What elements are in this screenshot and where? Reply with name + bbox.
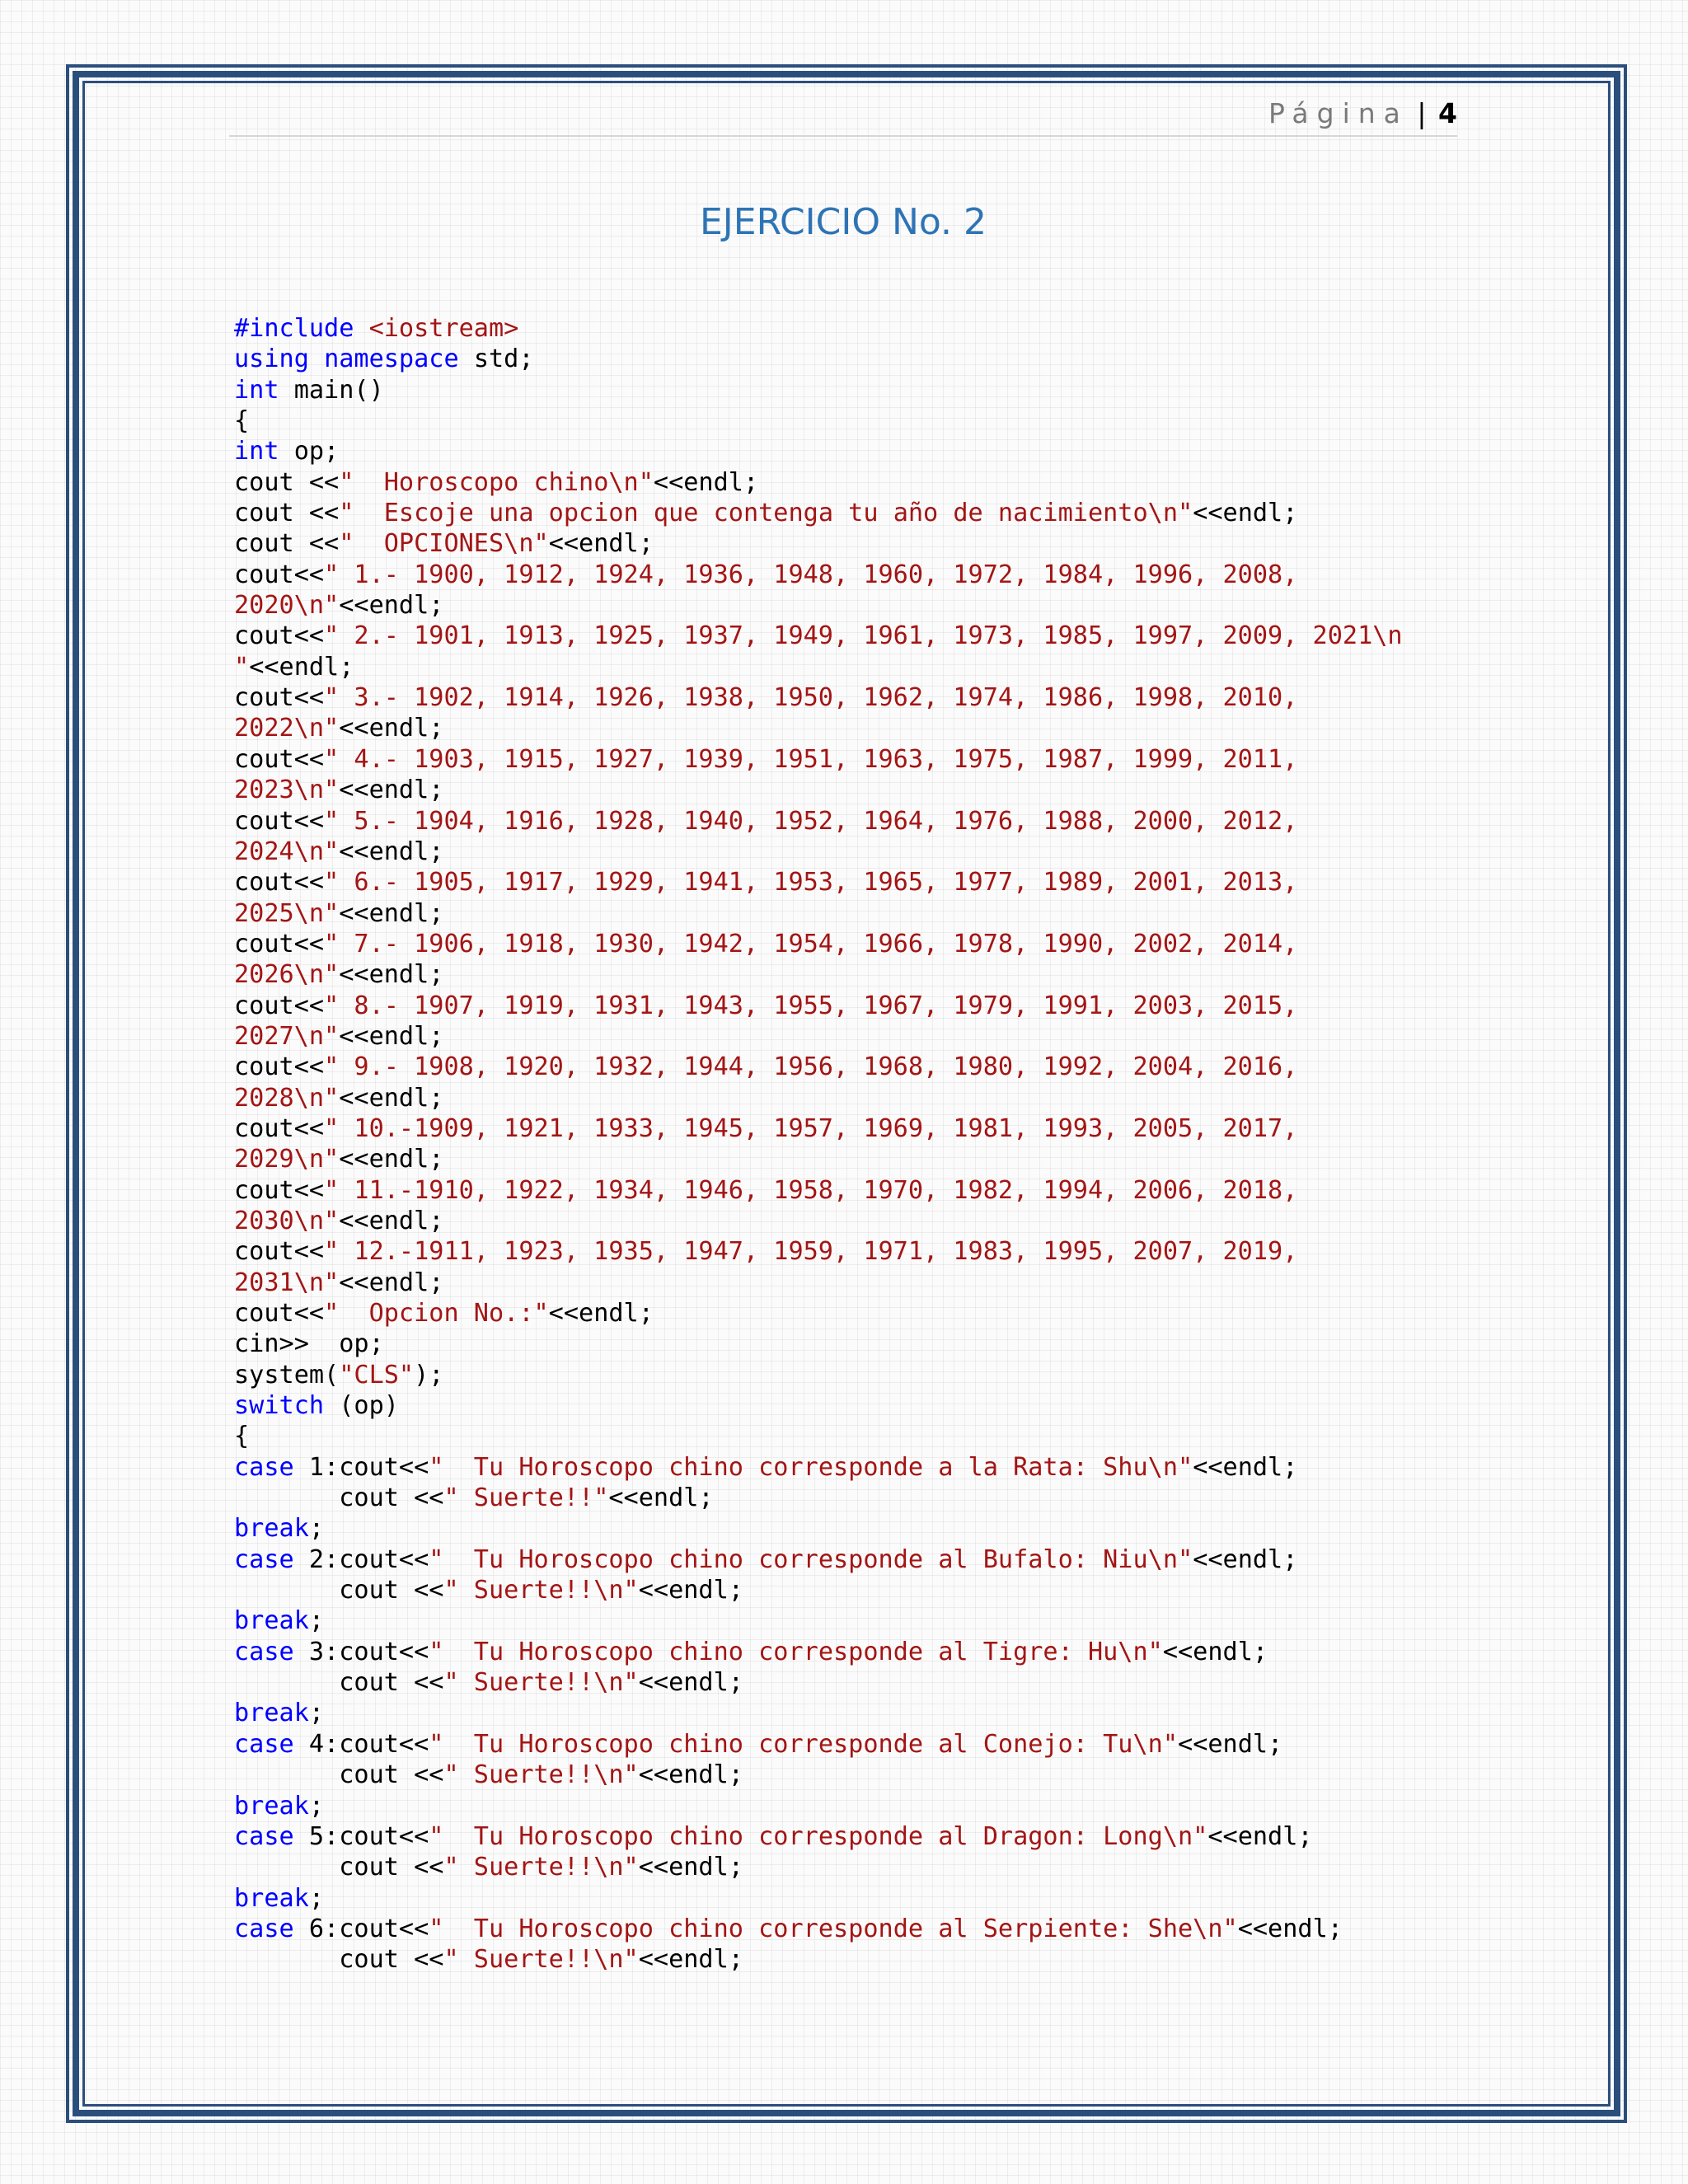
code-line [234, 1944, 1520, 1975]
code-text: <<endl; [1193, 1452, 1298, 1482]
code-string: 2026\n" [234, 960, 340, 990]
code-text: <<endl; [339, 1206, 444, 1235]
code-string: 2024\n" [234, 837, 340, 866]
code-keyword: int [234, 437, 279, 466]
code-text: <<endl; [638, 1760, 743, 1790]
code-text: { [234, 406, 250, 436]
code-string: " 3.- 1902, 1914, 1926, 1938, 1950, 1962, 1974, 1986, 1998, 2010, [324, 683, 1298, 713]
code-text: 5:cout<< [293, 1821, 429, 1851]
code-string: " Tu Horoscopo chino corresponde al Serpiente: She\n" [429, 1914, 1238, 1943]
code-text: <<endl; [638, 1945, 743, 1975]
code-text: cout << [234, 1483, 444, 1513]
code-text: cout<< [234, 929, 325, 958]
code-string: " 5.- 1904, 1916, 1928, 1940, 1952, 1964, 1976, 1988, 2000, 2012, [324, 806, 1298, 836]
code-text: cout<< [234, 806, 325, 836]
code-text: cout<< [234, 1113, 325, 1143]
code-text: 4:cout<< [293, 1729, 429, 1759]
code-line [234, 1083, 1520, 1113]
code-keyword: case [234, 1821, 294, 1851]
page-separator: | [1417, 97, 1427, 129]
code-text: <<endl; [1162, 1637, 1268, 1666]
code-line [234, 1729, 1520, 1760]
code-string: 2029\n" [234, 1145, 340, 1174]
code-text: cin>> op; [234, 1329, 384, 1359]
code-text: cout<< [234, 1175, 325, 1205]
code-text: <<endl; [1193, 1544, 1298, 1574]
code-text: <<endl; [339, 714, 444, 743]
code-line [234, 1791, 1520, 1821]
code-line [234, 867, 1520, 898]
code-string: " Suerte!!\n" [443, 1945, 639, 1975]
code-string: <iostream> [368, 314, 519, 343]
code-keyword: case [234, 1729, 294, 1759]
code-line [234, 1360, 1520, 1390]
code-line [234, 1914, 1520, 1944]
code-string: " 6.- 1905, 1917, 1929, 1941, 1953, 1965, 1977, 1989, 2001, 2013, [324, 868, 1298, 898]
code-keyword: break [234, 1606, 309, 1636]
code-string: " 10.-1909, 1921, 1933, 1945, 1957, 1969, 1981, 1993, 2005, 2017, [324, 1113, 1298, 1143]
code-text: <<endl; [638, 1668, 743, 1698]
code-string: " Opcion No.:" [324, 1299, 549, 1328]
code-text: ; [308, 1514, 325, 1544]
code-line [234, 775, 1520, 805]
code-line [234, 1667, 1520, 1698]
code-text: cout << [234, 1668, 444, 1698]
code-text: <<endl; [653, 467, 759, 497]
code-line [234, 959, 1520, 990]
code-string: 2027\n" [234, 1021, 340, 1051]
page-number: 4 [1438, 97, 1457, 129]
code-string: 2028\n" [234, 1083, 340, 1113]
code-text: 2:cout<< [293, 1544, 429, 1574]
code-string: " 12.-1911, 1923, 1935, 1947, 1959, 1971, 1983, 1995, 2007, 2019, [324, 1237, 1298, 1267]
code-line [234, 405, 1520, 436]
code-text: (op) [324, 1391, 399, 1421]
code-listing [234, 313, 1520, 1975]
code-keyword: case [234, 1544, 294, 1574]
code-text: <<endl; [1207, 1821, 1313, 1851]
code-line [234, 1175, 1520, 1206]
code-text: cout<< [234, 1052, 325, 1082]
code-text: cout<< [234, 560, 325, 589]
code-line [234, 1021, 1520, 1052]
code-string: " Suerte!!" [443, 1483, 609, 1513]
code-line [234, 713, 1520, 743]
code-text: 1:cout<< [293, 1452, 429, 1482]
code-line [234, 1268, 1520, 1298]
code-keyword: #include [234, 314, 369, 343]
code-text: cout<< [234, 683, 325, 713]
code-text: cout<< [234, 1237, 325, 1267]
code-string: "CLS" [339, 1360, 415, 1390]
code-text: cout<< [234, 621, 325, 651]
code-line [234, 1483, 1520, 1513]
code-text: cout << [234, 1576, 444, 1605]
code-keyword: switch [234, 1391, 325, 1421]
code-line [234, 313, 1520, 344]
code-text: <<endl; [339, 960, 444, 990]
code-keyword: break [234, 1699, 309, 1728]
code-string: 2030\n" [234, 1206, 340, 1235]
code-text: ; [308, 1606, 325, 1636]
code-text: <<endl; [638, 1853, 743, 1882]
code-line [234, 1883, 1520, 1914]
code-text: cout << [234, 1760, 444, 1790]
code-keyword: break [234, 1514, 309, 1544]
code-string: " Tu Horoscopo chino corresponde al Conejo: Tu\n" [429, 1729, 1179, 1759]
code-text [309, 344, 324, 373]
code-string: " 9.- 1908, 1920, 1932, 1944, 1956, 1968, 1980, 1992, 2004, 2016, [324, 1052, 1298, 1082]
code-line [234, 528, 1520, 559]
code-line [234, 1421, 1520, 1451]
code-keyword: break [234, 1883, 309, 1913]
code-text: <<endl; [608, 1483, 714, 1513]
code-line [234, 498, 1520, 528]
code-keyword: break [234, 1791, 309, 1821]
code-text: cout << [234, 467, 340, 497]
code-string: " Tu Horoscopo chino corresponde al Tigre: Hu\n" [429, 1637, 1163, 1666]
code-text: <<endl; [339, 898, 444, 928]
code-text: <<endl; [339, 1268, 444, 1297]
code-line [234, 1052, 1520, 1082]
exercise-title: EJERCICIO No. 2 [699, 201, 987, 243]
code-text: <<endl; [339, 591, 444, 621]
code-text: ); [414, 1360, 444, 1390]
code-string: " Suerte!!\n" [443, 1668, 639, 1698]
code-line [234, 1390, 1520, 1421]
code-line [234, 1236, 1520, 1267]
code-line [234, 1144, 1520, 1174]
code-line [234, 436, 1520, 466]
code-line [234, 1821, 1520, 1852]
code-string: " OPCIONES\n" [339, 529, 549, 559]
code-text: cout<< [234, 991, 325, 1020]
code-string: " Suerte!!\n" [443, 1576, 639, 1605]
code-line [234, 837, 1520, 867]
code-text: <<endl; [249, 652, 354, 682]
page-header [229, 92, 1457, 137]
code-string: 2022\n" [234, 714, 340, 743]
code-line [234, 1852, 1520, 1882]
code-keyword: int [234, 375, 279, 405]
code-text: <<endl; [1237, 1914, 1343, 1943]
code-text: <<endl; [1193, 499, 1298, 528]
code-text: cout << [234, 529, 340, 559]
code-text: cout<< [234, 744, 325, 774]
code-line [234, 1298, 1520, 1329]
code-string: 2023\n" [234, 776, 340, 805]
code-string: " 1.- 1900, 1912, 1924, 1936, 1948, 1960, 1972, 1984, 1996, 2008, [324, 560, 1298, 589]
code-line [234, 1698, 1520, 1728]
code-line [234, 1760, 1520, 1790]
code-line [234, 652, 1520, 682]
code-line [234, 467, 1520, 498]
page-label: Página [1268, 97, 1409, 129]
code-text: cout << [234, 1853, 444, 1882]
code-text: <<endl; [339, 1083, 444, 1113]
code-text: cout<< [234, 1299, 325, 1328]
code-text: <<endl; [548, 529, 654, 559]
code-text: <<endl; [339, 1145, 444, 1174]
code-line [234, 344, 1520, 374]
code-string: " Suerte!!\n" [443, 1760, 639, 1790]
code-keyword: using [234, 344, 309, 374]
code-line [234, 1513, 1520, 1544]
code-keyword: case [234, 1914, 294, 1943]
code-string: " Tu Horoscopo chino corresponde al Dragon: Long\n" [429, 1821, 1208, 1851]
code-line [234, 806, 1520, 837]
code-string: " 2.- 1901, 1913, 1925, 1937, 1949, 1961, 1973, 1985, 1997, 2009, 2021\n [324, 621, 1403, 651]
code-line [234, 1452, 1520, 1483]
code-string: " Escoje una opcion que contenga tu año de nacimiento\n" [339, 499, 1193, 528]
code-text: <<endl; [339, 776, 444, 805]
code-string: " Suerte!!\n" [443, 1853, 639, 1882]
code-line [234, 991, 1520, 1021]
code-text: { [234, 1422, 250, 1451]
code-text: op; [279, 437, 340, 466]
code-text: ; [308, 1791, 325, 1821]
code-text: ; [308, 1883, 325, 1913]
code-text: <<endl; [548, 1299, 654, 1328]
code-text: cout<< [234, 868, 325, 898]
code-string: " Horoscopo chino\n" [339, 467, 654, 497]
code-string: 2031\n" [234, 1268, 340, 1297]
code-line [234, 929, 1520, 959]
code-text: 6:cout<< [293, 1914, 429, 1943]
code-line [234, 1206, 1520, 1236]
code-text: <<endl; [638, 1576, 743, 1605]
code-text: 3:cout<< [293, 1637, 429, 1666]
code-line [234, 1605, 1520, 1636]
code-line [234, 1544, 1520, 1575]
code-string: " 7.- 1906, 1918, 1930, 1942, 1954, 1966, 1978, 1990, 2002, 2014, [324, 929, 1298, 958]
code-line [234, 898, 1520, 929]
code-text: <<endl; [339, 1021, 444, 1051]
code-line [234, 1575, 1520, 1605]
code-line [234, 1113, 1520, 1144]
code-string: " Tu Horoscopo chino corresponde al Bufalo: Niu\n" [429, 1544, 1193, 1574]
code-line [234, 590, 1520, 621]
code-line [234, 1637, 1520, 1667]
code-text: <<endl; [1178, 1729, 1283, 1759]
code-text: system( [234, 1360, 340, 1390]
code-text: <<endl; [339, 837, 444, 866]
code-text: std; [458, 344, 534, 374]
code-text: main() [279, 375, 384, 405]
code-line [234, 682, 1520, 713]
code-keyword: case [234, 1452, 294, 1482]
code-line [234, 621, 1520, 651]
code-string: " 4.- 1903, 1915, 1927, 1939, 1951, 1963, 1975, 1987, 1999, 2011, [324, 744, 1298, 774]
code-keyword: case [234, 1637, 294, 1666]
code-text: cout << [234, 1945, 444, 1975]
code-string: " [234, 652, 250, 682]
code-string: " 8.- 1907, 1919, 1931, 1943, 1955, 1967, 1979, 1991, 2003, 2015, [324, 991, 1298, 1020]
code-line [234, 560, 1520, 590]
code-line [234, 375, 1520, 405]
code-keyword: namespace [324, 344, 459, 374]
code-text: ; [308, 1699, 325, 1728]
code-string: 2020\n" [234, 591, 340, 621]
code-line [234, 744, 1520, 775]
code-string: 2025\n" [234, 898, 340, 928]
code-line [234, 1329, 1520, 1359]
code-string: " 11.-1910, 1922, 1934, 1946, 1958, 1970, 1982, 1994, 2006, 2018, [324, 1175, 1298, 1205]
code-string: " Tu Horoscopo chino corresponde a la Rata: Shu\n" [429, 1452, 1193, 1482]
code-text: cout << [234, 499, 340, 528]
